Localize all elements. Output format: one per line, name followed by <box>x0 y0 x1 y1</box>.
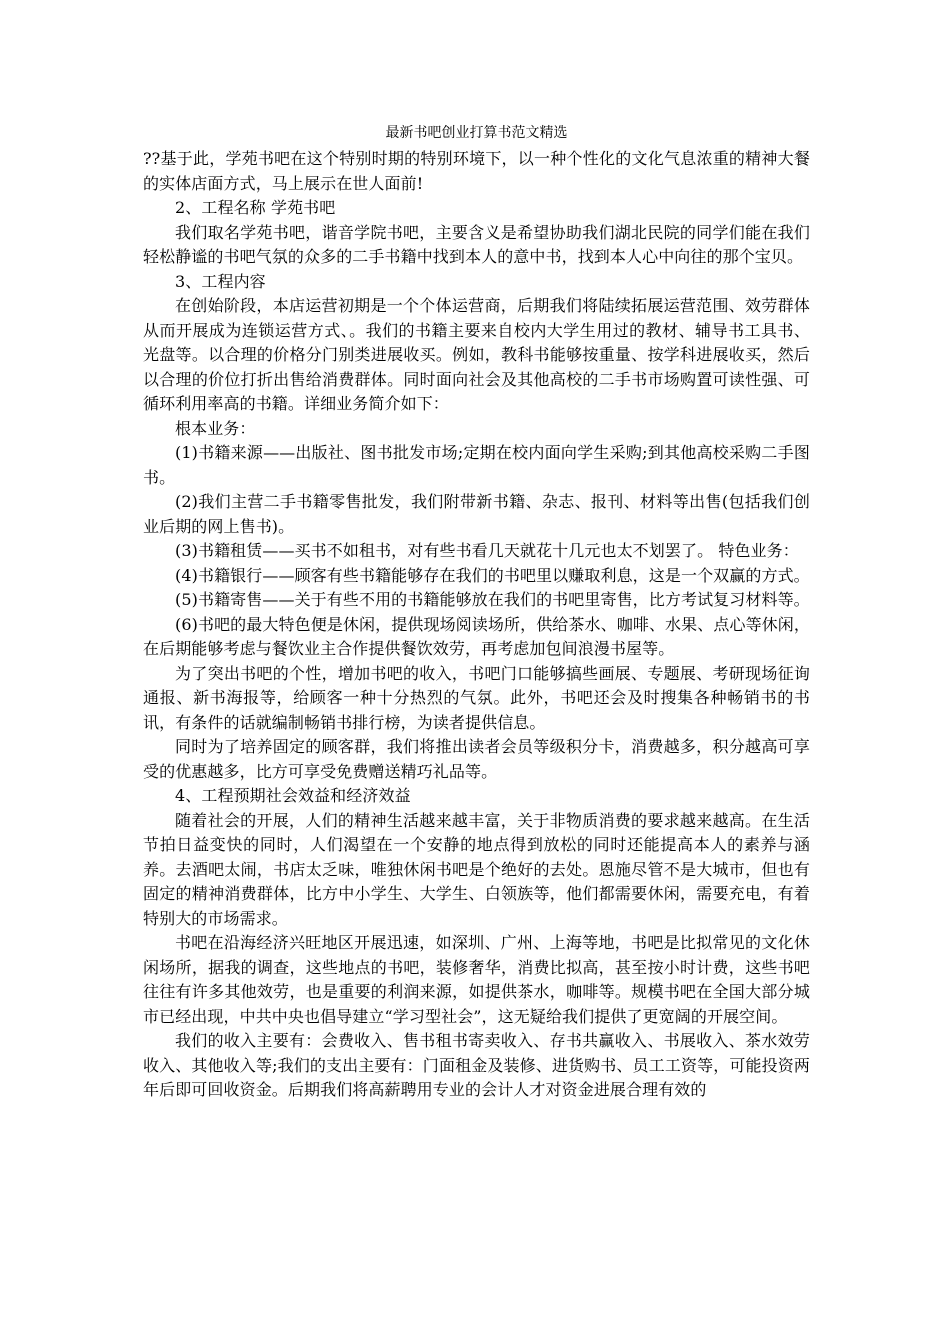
paragraph: 随着社会的开展，人们的精神生活越来越丰富，关于非物质消费的要求越来越高。在生活节拍日益变快的同时，人们渴望在一个安静的地点得到放松的同时还能提高本人的素养与涵养。去酒吧太闹，书店太乏味，唯独休闲书吧是个绝好的去处。恩施尽管不是大城市，但也有固定的精神消费群体，比方中小学生、大学生、白领族等，他们都需要休闲，需要充电，有着特别大的市场需求。 <box>143 810 810 928</box>
paragraph: (1)书籍来源——出版社、图书批发市场;定期在校内面向学生采购;到其他高校采购二手图书。 <box>143 443 810 487</box>
paragraph: 在创始阶段，本店运营初期是一个个体运营商，后期我们将陆续拓展运营范围、效劳群体从而开展成为连锁运营方式、。我们的书籍主要来自校内大学生用过的教材、辅导书工具书、光盘等。以合理的价格分门别类进展收买。例如，教科书能够按重量、按学科进展收买，然后以合理的价位打折出售给消费群体。同时面向社会及其他高校的二手书市场购置可读性强、可循环利用率高的书籍。详细业务简介如下： <box>143 296 810 413</box>
paragraph: 4、工程预期社会效益和经济效益 <box>175 786 411 805</box>
paragraph: 书吧在沿海经济兴旺地区开展迅速，如深圳、广州、上海等地，书吧是比拟常见的文化休闲场所，据我的调查，这些地点的书吧，装修奢华，消费比拟高，甚至按小时计费，这些书吧往往有许多其他效劳，也是重要的利润来源，如提供茶水，咖啡等。规模书吧在全国大部分城市已经出现，中共中央也倡导建立“学习型社会”，这无疑给我们提供了更宽阔的开展空间。 <box>143 933 810 1026</box>
paragraph: (6)书吧的最大特色便是休闲，提供现场阅读场所，供给茶水、咖啡、水果、点心等休闲，在后期能够考虑与餐饮业主合作提供餐饮效劳，再考虑加包间浪漫书屋等。 <box>143 614 810 658</box>
paragraph: 同时为了培养固定的顾客群，我们将推出读者会员等级积分卡，消费越多，积分越高可享受的优惠越多，比方可享受免费赠送精巧礼品等。 <box>143 737 810 781</box>
paragraph: (2)我们主营二手书籍零售批发，我们附带新书籍、杂志、报刊、材料等出售(包括我们创业后期的网上售书)。 <box>143 492 810 536</box>
paragraph: 3、工程内容 <box>175 271 266 291</box>
paragraph: 2、工程名称 学苑书吧 <box>175 198 336 217</box>
paragraph: (5)书籍寄售——关于有些不用的书籍能够放在我们的书吧里寄售，比方考试复习材料等。 <box>175 590 810 609</box>
paragraph: 我们的收入主要有：会费收入、售书租书寄卖收入、存书共赢收入、书展收入、茶水效劳收入、其他收入等;我们的支出主要有：门面租金及装修、进货购书、员工工资等，可能投资两年后即可回收资金。后期我们将高薪聘用专业的会计人才对资金进展合理有效的 <box>143 1031 810 1099</box>
paragraph: 我们取名学苑书吧，谐音学院书吧，主要含义是希望协助我们湖北民院的同学们能在我们轻松静谧的书吧气氛的众多的二手书籍中找到本人的意中书，找到本人心中向往的那个宝贝。 <box>143 222 810 266</box>
paragraph: ??基于此，学苑书吧在这个特别时期的特别环境下，以一种个性化的文化气息浓重的精神大餐的实体店面方式，马上展示在世人面前! <box>143 149 810 193</box>
document-title: 最新书吧创业打算书范文精选 <box>385 125 568 141</box>
paragraph: (4)书籍银行——顾客有些书籍能够存在我们的书吧里以赚取利息，这是一个双赢的方式。 <box>175 565 810 585</box>
paragraph: (3)书籍租赁——买书不如租书，对有些书看几天就花十几元也太不划罢了。 特色业务： <box>175 541 799 560</box>
paragraph: 根本业务： <box>175 418 256 438</box>
document-body <box>143 147 810 1103</box>
paragraph: 为了突出书吧的个性，增加书吧的收入，书吧门口能够搞些画展、专题展、考研现场征询通报、新书海报等，给顾客一种十分热烈的气氛。此外，书吧还会及时搜集各种畅销书的书讯，有条件的话就编制畅销书排行榜，为读者提供信息。 <box>143 663 810 732</box>
